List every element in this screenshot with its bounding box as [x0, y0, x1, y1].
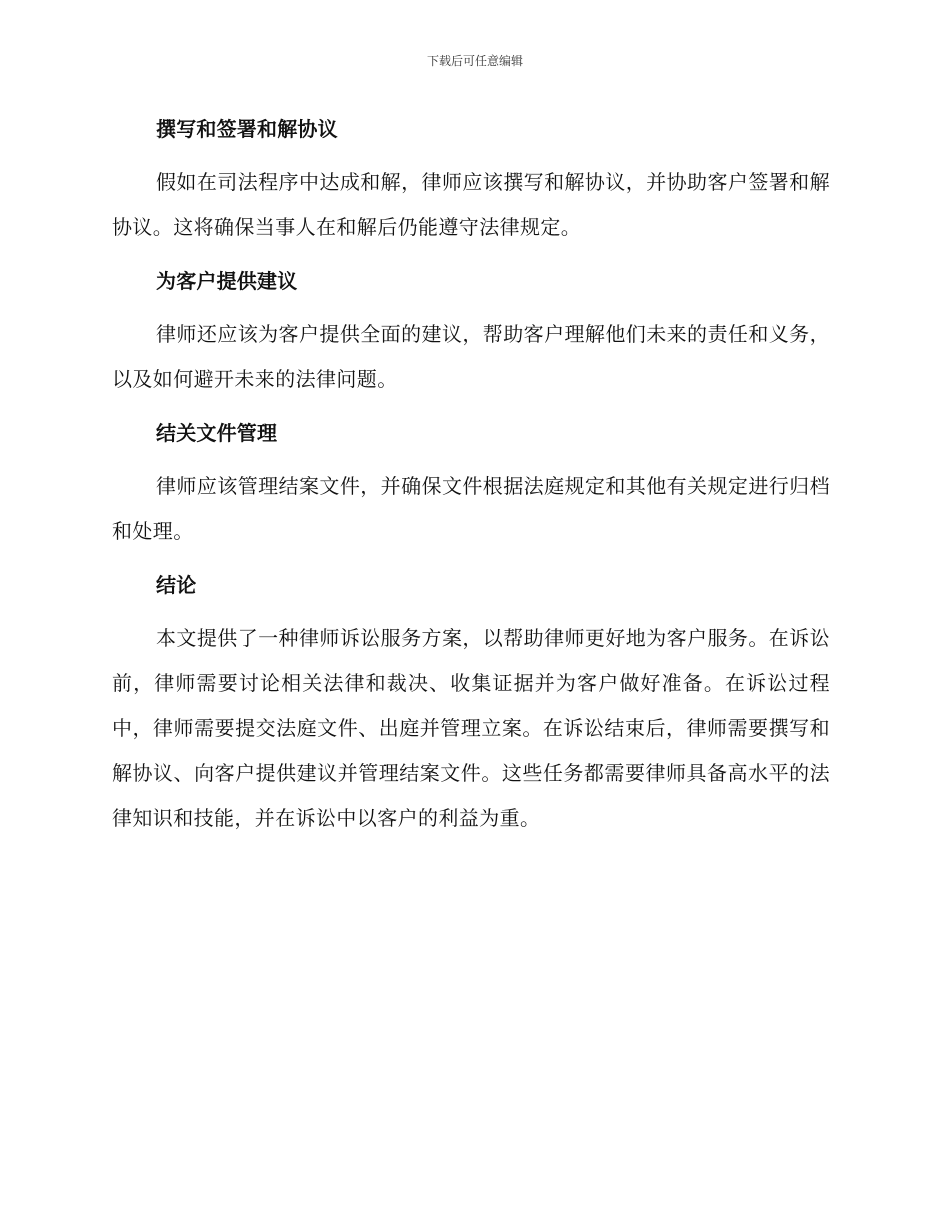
section-paragraph-settlement: 假如在司法程序中达成和解，律师应该撰写和解协议，并协助客户签署和解协议。这将确保当事人在和解后仍能遵守法律规定。 — [112, 170, 830, 239]
section-heading-file-management: 结关文件管理 — [156, 421, 278, 445]
section-paragraph-file-management: 律师应该管理结案文件，并确保文件根据法庭规定和其他有关规定进行归档和处理。 — [112, 474, 830, 543]
section-paragraph-advice: 律师还应该为客户提供全面的建议，帮助客户理解他们未来的责任和义务，以及如何避开未来的法律问题。 — [112, 322, 830, 391]
section-heading-advice: 为客户提供建议 — [156, 269, 298, 293]
section-paragraph-conclusion: 本文提供了一种律师诉讼服务方案，以帮助律师更好地为客户服务。在诉讼前，律师需要讨论相关法律和裁决、收集证据并为客户做好准备。在诉讼过程中，律师需要提交法庭文件、出庭并管理立案。在诉讼结束后，律师需要撰写和解协议、向客户提供建议并管理结案文件。这些任务都需要律师具备高水平的法律知识和技能，并在诉讼中以客户的利益为重。 — [112, 626, 830, 830]
document-body — [112, 110, 830, 853]
section-heading-settlement: 撰写和签署和解协议 — [156, 117, 338, 141]
section-heading-conclusion: 结论 — [156, 573, 197, 597]
page-header-note: 下载后可任意编辑 — [426, 54, 523, 68]
